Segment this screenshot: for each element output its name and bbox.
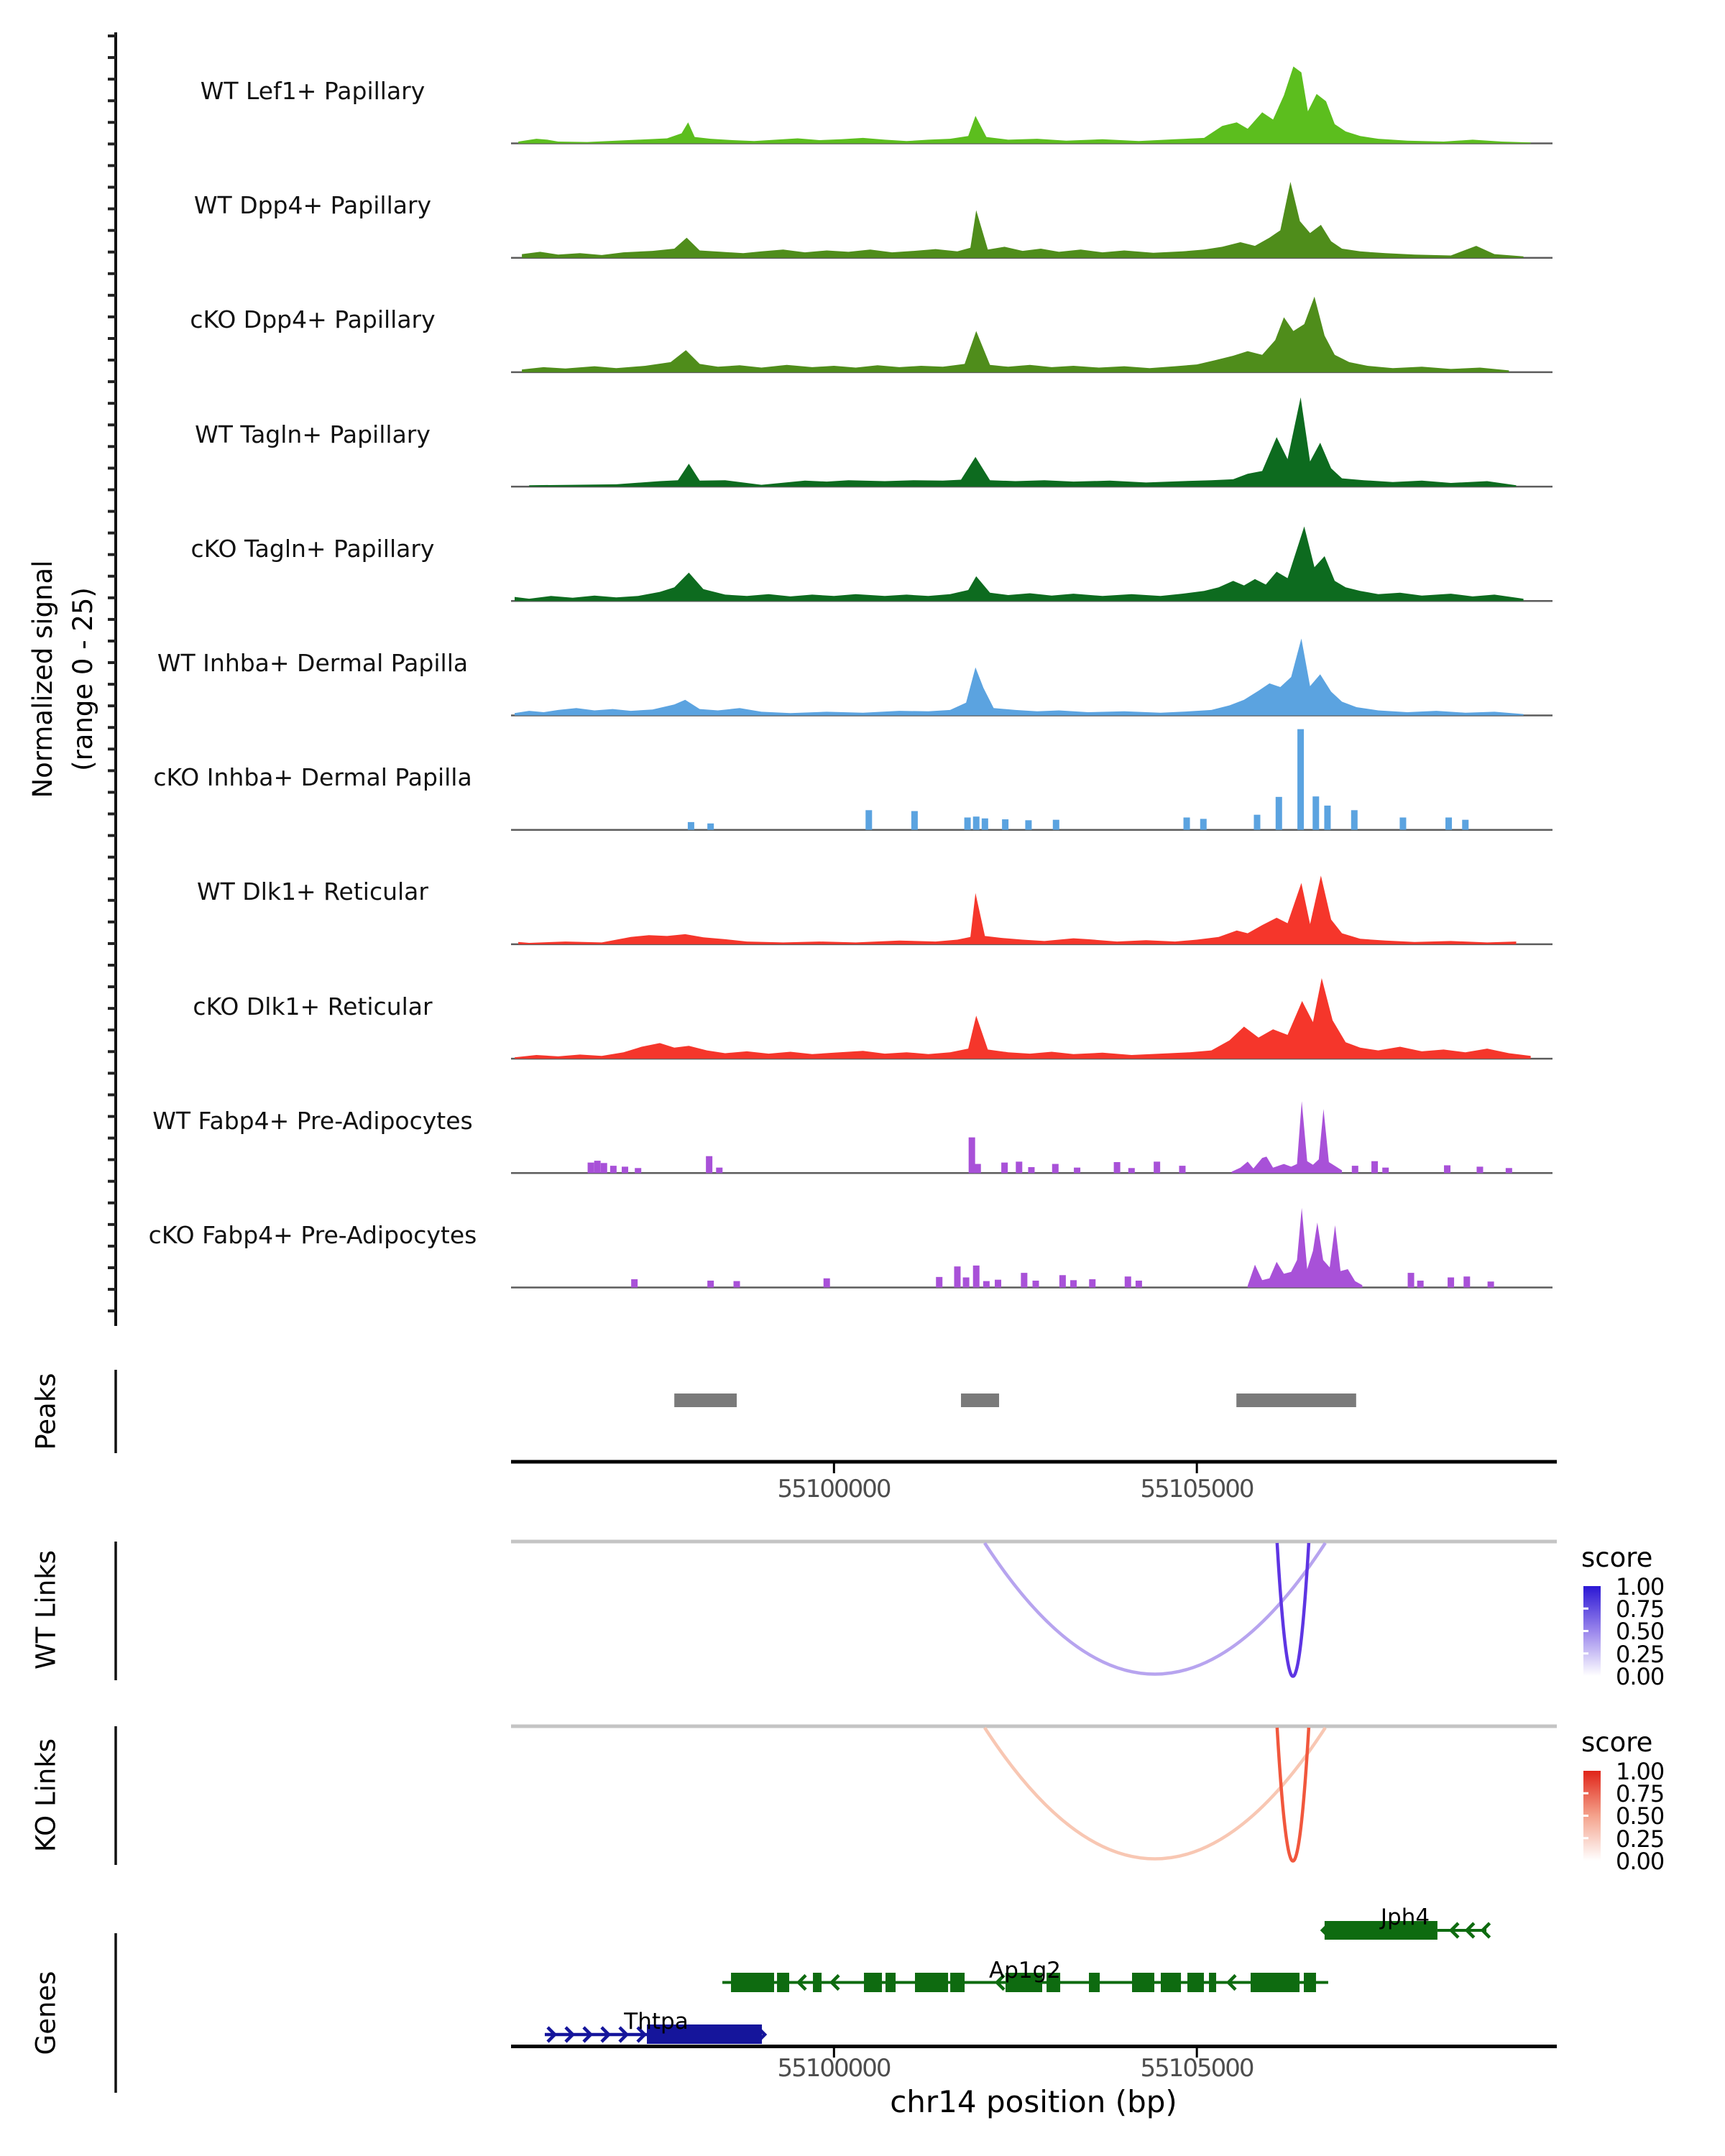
wt-links-arc <box>1277 1543 1309 1677</box>
y-axis-label-line1: Normalized signal <box>27 560 58 798</box>
coverage-spike-cko-inhba <box>865 810 872 829</box>
peak-region <box>674 1393 737 1407</box>
ko-score-tick-100: 1.00 <box>1616 1758 1665 1785</box>
gene-label-jph4: Jph4 <box>1380 1904 1430 1930</box>
coverage-spike-cko-fabp4 <box>1448 1277 1454 1287</box>
track-label-cko-tagln: cKO Tagln+ Papillary <box>190 535 435 563</box>
coverage-area-cko-fabp4 <box>1248 1208 1363 1288</box>
coverage-spike-wt-fabp4 <box>1444 1165 1450 1173</box>
wt-score-tick-000: 0.00 <box>1616 1663 1665 1690</box>
coverage-spike-cko-inhba <box>1324 806 1330 830</box>
coverage-spike-wt-fabp4 <box>635 1168 641 1173</box>
coverage-spike-cko-inhba <box>1053 820 1059 830</box>
coverage-spike-wt-fabp4 <box>1352 1166 1358 1173</box>
peak-region <box>961 1393 999 1407</box>
coverage-spike-cko-inhba <box>1184 818 1190 830</box>
track-label-wt-dpp4: WT Dpp4+ Papillary <box>193 191 432 219</box>
track-label-wt-inhba: WT Inhba+ Dermal Papilla <box>157 649 469 677</box>
track-label-cko-dpp4: cKO Dpp4+ Papillary <box>190 305 436 333</box>
gene-exon-ap1g2 <box>1187 1973 1204 1992</box>
coverage-spike-wt-fabp4 <box>594 1161 601 1173</box>
coverage-spike-cko-inhba <box>1399 818 1406 830</box>
coverage-spike-cko-fabp4 <box>631 1279 638 1287</box>
peaks-section-label: Peaks <box>30 1373 62 1450</box>
coverage-area-cko-dlk1 <box>515 978 1531 1059</box>
peak-region <box>1236 1393 1356 1407</box>
genome-axis1-line <box>511 1460 1557 1464</box>
gene-exon-ap1g2 <box>864 1973 882 1992</box>
ko-score-tick-075: 0.75 <box>1616 1780 1665 1807</box>
coverage-spike-wt-fabp4 <box>588 1163 594 1174</box>
coverage-spike-cko-inhba <box>1025 820 1031 829</box>
track-label-cko-dlk1: cKO Dlk1+ Reticular <box>193 992 433 1021</box>
ko-score-legend-title: score <box>1581 1727 1653 1758</box>
coverage-spike-wt-fabp4 <box>716 1168 722 1174</box>
coverage-spike-cko-inhba <box>911 811 918 830</box>
coverage-area-wt-lef1 <box>518 67 1531 144</box>
wt-score-tick-075: 0.75 <box>1616 1595 1665 1623</box>
coverage-spike-cko-fabp4 <box>1136 1281 1142 1288</box>
track-label-wt-tagln: WT Tagln+ Papillary <box>195 420 431 448</box>
gene-exon-ap1g2 <box>1132 1973 1154 1992</box>
wt-links-arc <box>985 1543 1325 1674</box>
coverage-area-wt-fabp4 <box>1232 1101 1343 1173</box>
coverage-spike-wt-fabp4 <box>969 1138 975 1174</box>
gene-exon-ap1g2 <box>1209 1973 1216 1992</box>
coverage-spike-cko-inhba <box>1002 819 1008 830</box>
coverage-spike-cko-fabp4 <box>1070 1280 1077 1287</box>
coverage-spike-cko-fabp4 <box>983 1281 990 1288</box>
x-axis-title: chr14 position (bp) <box>890 2084 1177 2119</box>
coverage-spike-wt-fabp4 <box>1154 1161 1160 1173</box>
coverage-spike-cko-fabp4 <box>995 1280 1001 1288</box>
y-axis-label-line2: (range 0 - 25) <box>68 587 98 771</box>
gene-exon-ap1g2 <box>1161 1973 1181 1992</box>
track-label-cko-fabp4: cKO Fabp4+ Pre-Adipocytes <box>148 1221 477 1249</box>
gene-exon-ap1g2 <box>731 1973 774 1992</box>
coverage-spike-wt-fabp4 <box>1506 1168 1512 1173</box>
coverage-spike-cko-fabp4 <box>963 1277 970 1287</box>
coverage-spike-cko-inhba <box>1276 797 1282 830</box>
axis2-tick-55105000: 55105000 <box>1140 2054 1254 2083</box>
axis2-tick-55100000: 55100000 <box>777 2054 891 2083</box>
coverage-spike-wt-fabp4 <box>1371 1161 1378 1174</box>
coverage-spike-cko-inhba <box>1254 815 1260 830</box>
wt-score-legend-title: score <box>1581 1542 1653 1573</box>
wt-links-section-label: WT Links <box>30 1550 62 1669</box>
track-label-wt-lef1: WT Lef1+ Papillary <box>200 77 426 105</box>
ko-score-tick-025: 0.25 <box>1616 1825 1665 1853</box>
coverage-spike-wt-fabp4 <box>1074 1168 1080 1174</box>
track-label-wt-dlk1: WT Dlk1+ Reticular <box>197 877 428 906</box>
coverage-spike-cko-inhba <box>1200 819 1207 829</box>
wt-score-tick-100: 1.00 <box>1616 1573 1665 1600</box>
coverage-spike-cko-fabp4 <box>1417 1281 1424 1288</box>
gene-exon-ap1g2 <box>1304 1973 1316 1992</box>
coverage-spike-cko-fabp4 <box>1408 1273 1414 1287</box>
coverage-area-cko-tagln <box>515 527 1524 602</box>
ko-links-arc <box>985 1728 1325 1859</box>
gene-exon-ap1g2 <box>886 1973 896 1992</box>
coverage-spike-cko-fabp4 <box>1021 1273 1027 1287</box>
coverage-spike-wt-fabp4 <box>1476 1166 1483 1173</box>
coverage-spike-cko-fabp4 <box>824 1279 830 1288</box>
coverage-spike-wt-fabp4 <box>1028 1167 1034 1173</box>
coverage-spike-cko-inhba <box>1351 810 1358 829</box>
wt-score-tick-050: 0.50 <box>1616 1618 1665 1645</box>
axis1-tick-55105000: 55105000 <box>1140 1475 1254 1503</box>
coverage-spike-cko-fabp4 <box>1033 1281 1039 1288</box>
coverage-spike-wt-fabp4 <box>601 1163 607 1173</box>
coverage-spike-cko-fabp4 <box>734 1281 740 1288</box>
coverage-spike-wt-fabp4 <box>975 1164 981 1174</box>
gene-label-thtpa: Thtpa <box>624 2009 689 2035</box>
coverage-spike-cko-inhba <box>1445 818 1452 830</box>
coverage-spike-cko-fabp4 <box>1488 1281 1494 1287</box>
coverage-spike-wt-fabp4 <box>1016 1161 1022 1173</box>
coverage-spike-wt-fabp4 <box>706 1156 712 1174</box>
gene-label-ap1g2: Ap1g2 <box>988 1958 1061 1984</box>
ko-score-tick-000: 0.00 <box>1616 1848 1665 1875</box>
coverage-spike-wt-fabp4 <box>610 1166 617 1173</box>
coverage-area-wt-inhba <box>515 639 1524 716</box>
coverage-spike-cko-inhba <box>707 824 714 830</box>
coverage-spike-cko-fabp4 <box>1463 1276 1470 1287</box>
coverage-spike-cko-inhba <box>965 818 971 830</box>
coverage-spike-cko-fabp4 <box>1089 1279 1095 1287</box>
genome-axis2-line <box>511 2045 1557 2048</box>
gene-exon-ap1g2 <box>813 1973 822 1992</box>
coverage-spike-wt-fabp4 <box>1052 1164 1059 1174</box>
coverage-spike-cko-fabp4 <box>973 1266 980 1288</box>
coverage-area-wt-tagln <box>529 397 1516 487</box>
coverage-spike-cko-inhba <box>973 816 980 829</box>
coverage-spike-cko-inhba <box>688 822 694 830</box>
coverage-area-wt-dlk1 <box>518 875 1516 944</box>
coverage-spike-cko-fabp4 <box>1125 1276 1131 1287</box>
coverage-area-cko-dpp4 <box>522 297 1509 372</box>
gene-exon-ap1g2 <box>1251 1973 1300 1992</box>
coverage-spike-wt-fabp4 <box>622 1166 628 1173</box>
track-label-wt-fabp4: WT Fabp4+ Pre-Adipocytes <box>152 1107 473 1135</box>
track-label-cko-inhba: cKO Inhba+ Dermal Papilla <box>153 763 472 791</box>
ko-score-tick-050: 0.50 <box>1616 1802 1665 1830</box>
coverage-spike-wt-fabp4 <box>1179 1166 1185 1173</box>
coverage-area-wt-dpp4 <box>522 182 1524 258</box>
coverage-spike-wt-fabp4 <box>1128 1168 1135 1173</box>
coverage-spike-cko-fabp4 <box>936 1277 942 1288</box>
genes-section-label: Genes <box>30 1971 62 2055</box>
coverage-spike-cko-inhba <box>982 819 988 830</box>
ko-links-section-label: KO Links <box>30 1738 62 1853</box>
coverage-spike-wt-fabp4 <box>1114 1162 1121 1173</box>
coverage-spike-cko-fabp4 <box>954 1266 960 1287</box>
axis1-tick-55100000: 55100000 <box>777 1475 891 1503</box>
wt-score-tick-025: 0.25 <box>1616 1641 1665 1668</box>
coverage-spike-wt-fabp4 <box>1001 1163 1008 1174</box>
ko-links-arc <box>1277 1728 1309 1861</box>
coverage-spike-cko-fabp4 <box>707 1281 714 1288</box>
coverage-spike-cko-inhba <box>1297 729 1304 830</box>
coverage-spike-cko-inhba <box>1312 796 1319 829</box>
coverage-spike-cko-inhba <box>1462 820 1468 830</box>
coverage-spike-cko-fabp4 <box>1059 1275 1066 1287</box>
coverage-spike-wt-fabp4 <box>1382 1168 1389 1174</box>
gene-exon-ap1g2 <box>777 1973 789 1992</box>
